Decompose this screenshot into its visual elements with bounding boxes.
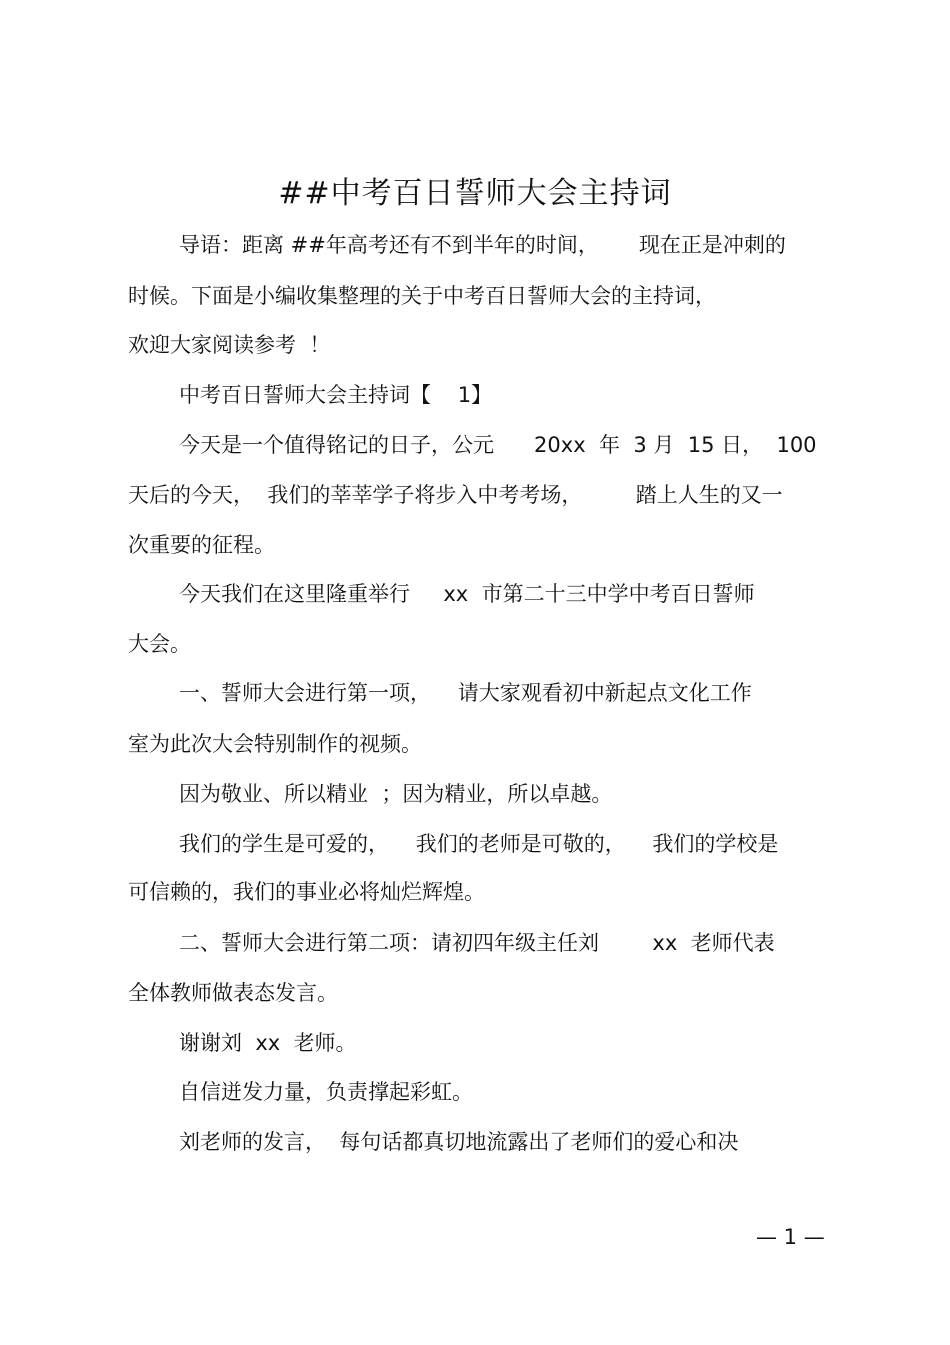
paragraph-line: 刘老师的发言， 每句话都真切地流露出了老师们的爱心和决 bbox=[179, 1130, 739, 1154]
paragraph-line: 可信赖的，我们的事业必将灿烂辉煌。 bbox=[128, 880, 485, 904]
paragraph-line: 全体教师做表态发言。 bbox=[128, 981, 338, 1005]
paragraph-line: 次重要的征程。 bbox=[128, 533, 275, 557]
paragraph-line: 时候。下面是小编收集整理的关于中考百日誓师大会的主持词， bbox=[128, 284, 716, 308]
paragraph-line: 欢迎大家阅读参考 ！ bbox=[128, 333, 331, 357]
paragraph-line: 谢谢刘 xx 老师。 bbox=[179, 1031, 357, 1055]
paragraph-line: 导语：距离 ##年高考还有不到半年的时间， 现在正是冲刺的 bbox=[179, 233, 786, 257]
paragraph-line: 大会。 bbox=[128, 632, 191, 656]
paragraph-line: 因为敬业、所以精业 ；因为精业，所以卓越。 bbox=[179, 782, 613, 806]
paragraph-line: 自信迸发力量，负责撑起彩虹。 bbox=[179, 1080, 473, 1104]
paragraph-line: 一、誓师大会进行第一项， 请大家观看初中新起点文化工作 bbox=[179, 681, 752, 705]
paragraph-line: 今天我们在这里隆重举行 xx 市第二十三中学中考百日誓师 bbox=[179, 582, 755, 606]
paragraph-line: 天后的今天， 我们的莘莘学子将步入中考考场， 踏上人生的又一 bbox=[128, 483, 783, 507]
page-number: — 1 — bbox=[756, 1225, 825, 1249]
document-title: ##中考百日誓师大会主持词 bbox=[278, 176, 672, 211]
paragraph-line: 今天是一个值得铭记的日子，公元 20xx 年 3 月 15 日， 100 bbox=[179, 433, 817, 457]
section-heading: 中考百日誓师大会主持词【 1】 bbox=[179, 383, 493, 407]
paragraph-line: 室为此次大会特别制作的视频。 bbox=[128, 732, 422, 756]
paragraph-line: 二、誓师大会进行第二项：请初四年级主任刘 xx 老师代表 bbox=[179, 931, 775, 955]
paragraph-line: 我们的学生是可爱的， 我们的老师是可敬的， 我们的学校是 bbox=[179, 832, 779, 856]
